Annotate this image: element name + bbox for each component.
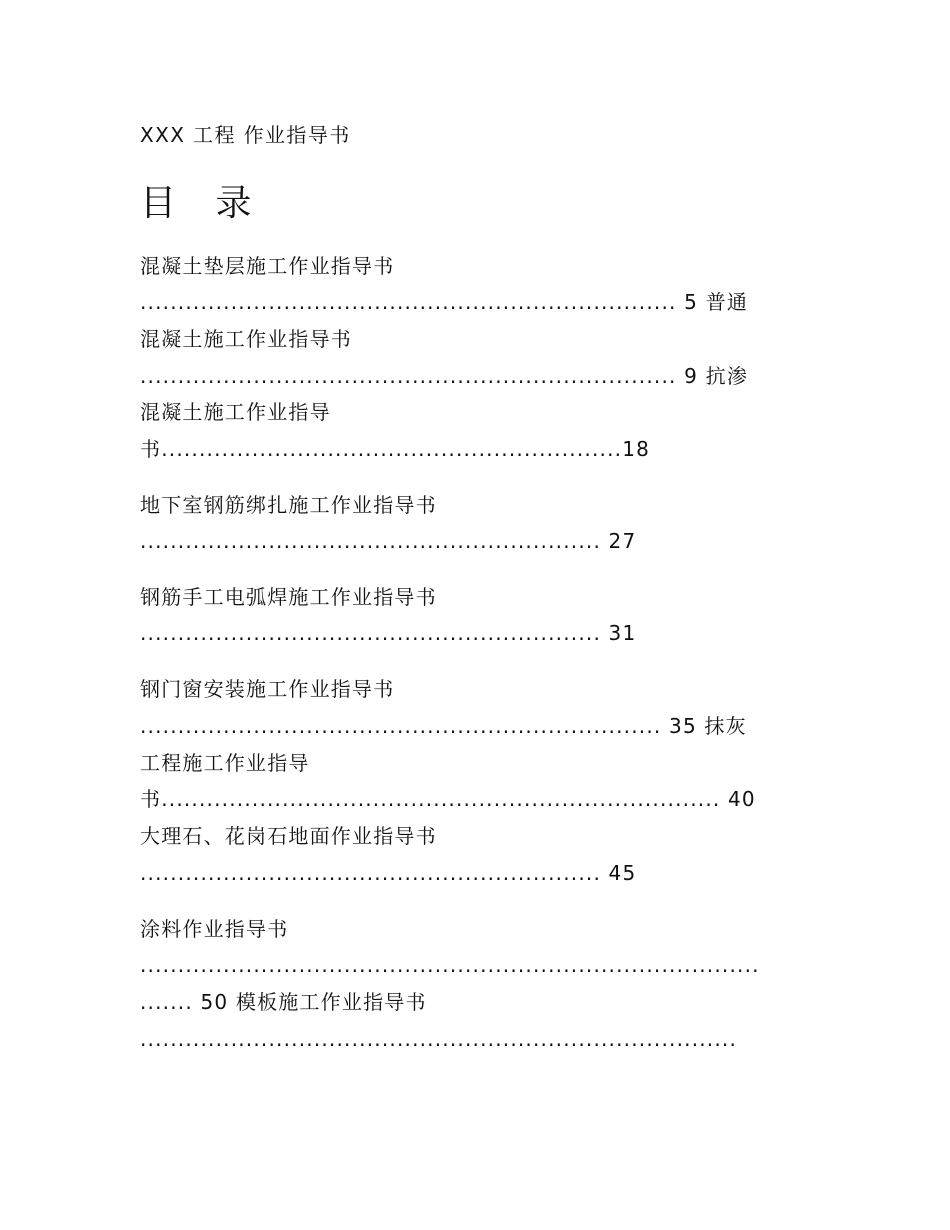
toc-line: 混凝土施工作业指导 xyxy=(140,400,331,424)
toc-line: ....................................................................... 9 抗渗 xyxy=(140,364,749,388)
toc-line: ............................................................................... xyxy=(140,1027,738,1051)
toc-line: .................................................................................. xyxy=(140,953,760,977)
toc-line: 钢筋手工电弧焊施工作业指导书 xyxy=(140,585,437,609)
toc-line: 混凝土垫层施工作业指导书 xyxy=(140,254,395,278)
toc-heading: 目 录 xyxy=(140,183,266,224)
toc-line: 工程施工作业指导 xyxy=(140,751,310,775)
toc-line: 混凝土施工作业指导书 xyxy=(140,327,352,351)
toc-line: ............................................................. 45 xyxy=(140,861,637,885)
toc-line: 涂料作业指导书 xyxy=(140,917,289,941)
toc-line: 书.............................................................18 xyxy=(140,437,651,461)
toc-line: 钢门窗安装施工作业指导书 xyxy=(140,677,395,701)
toc-line: ..................................................................... 35 抹灰 xyxy=(140,714,747,738)
toc-line: ............................................................. 31 xyxy=(140,621,637,645)
document-title: XXX 工程 作业指导书 xyxy=(140,123,351,147)
toc-line: ....... 50 模板施工作业指导书 xyxy=(140,990,427,1014)
toc-line: 大理石、花岗石地面作业指导书 xyxy=(140,824,437,848)
toc-line: ............................................................. 27 xyxy=(140,529,637,553)
toc-line: 地下室钢筋绑扎施工作业指导书 xyxy=(140,493,437,517)
toc-line: ....................................................................... 5 普通 xyxy=(140,290,749,314)
toc-line: 书.......................................................................... 40 xyxy=(140,787,756,811)
